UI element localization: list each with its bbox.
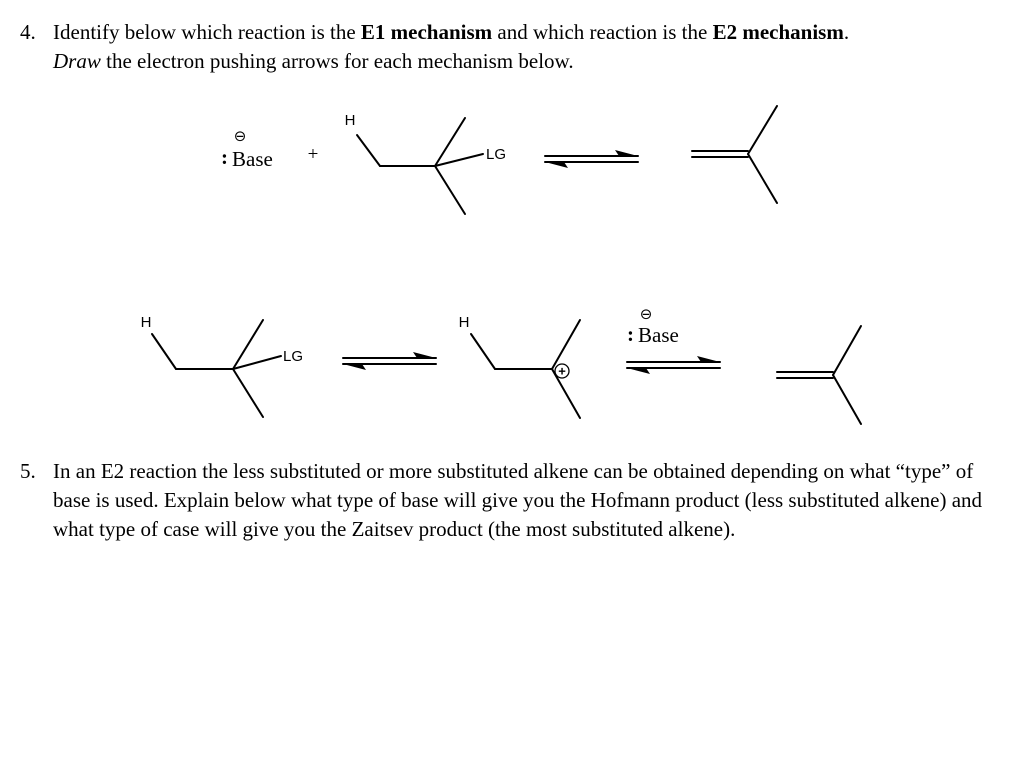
q4-text-part2: and which reaction is the (492, 20, 713, 44)
bottom-leaving-group-label: LG (283, 348, 304, 365)
q4-text-part3: . (843, 20, 850, 44)
bottom-hydrogen-label-2: H (458, 314, 470, 331)
bottom-base-charge: ⊖ (639, 306, 653, 323)
top-product-alkene (692, 106, 777, 203)
top-base-label: Base (232, 147, 273, 171)
q4-text-part4: the electron pushing arrows for each mechanism below. (100, 49, 574, 73)
question-5-number: 5. (20, 459, 36, 483)
bottom-2-reverse-arrowhead (627, 368, 650, 374)
bottom-1-forward-arrowhead (413, 352, 436, 358)
top-hydrogen-label: H (344, 112, 356, 129)
bottom-equilibrium-arrow-1 (343, 358, 436, 364)
bottom-base-label: Base (638, 323, 679, 347)
e1-mechanism-label: E1 mechanism (360, 20, 493, 44)
carbocation-charge: + (558, 363, 566, 379)
draw-instruction: Draw (53, 49, 101, 73)
bottom-2-forward-arrowhead (697, 356, 720, 362)
top-forward-arrowhead (615, 150, 638, 156)
bottom-hydrogen-label-1: H (140, 314, 152, 331)
top-substrate-skeleton (357, 118, 483, 214)
bottom-product-alkene (777, 326, 861, 424)
question-4-number: 4. (20, 20, 36, 44)
q4-text-part1: Identify below which reaction is the (53, 20, 361, 44)
bottom-equilibrium-arrow-2 (627, 362, 720, 368)
top-equilibrium-arrow (545, 156, 638, 162)
e2-mechanism-label: E2 mechanism (712, 20, 844, 44)
bottom-base-lone-pair: : (627, 322, 634, 346)
top-base-charge: ⊖ (233, 128, 247, 145)
bottom-substrate-skeleton (152, 320, 281, 417)
top-leaving-group-label: LG (486, 146, 507, 163)
top-reverse-arrowhead (545, 162, 568, 168)
bottom-1-reverse-arrowhead (343, 364, 366, 370)
plus-sign: + (307, 144, 319, 165)
question-5 (20, 457, 1010, 544)
top-base-lone-pair: : (221, 145, 228, 169)
question-5-text: In an E2 reaction the less substituted or more substituted alkene can be obtained depending on what “type” of base is used. Explain below what type of base will give you the Hofmann product (less substituted alkene) and what type of case will give you the Zaitsev product (the most substituted alkene). (53, 459, 983, 541)
